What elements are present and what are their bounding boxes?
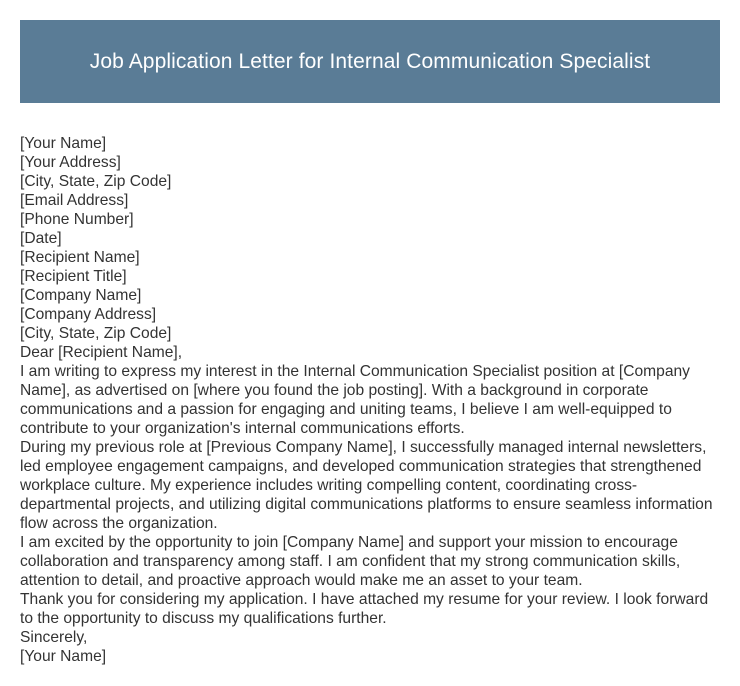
recipient-name: [Recipient Name] xyxy=(20,249,140,266)
sender-city-state-zip: [City, State, Zip Code] xyxy=(20,173,172,190)
title-banner xyxy=(20,20,720,103)
closing: Sincerely, xyxy=(20,629,88,646)
sender-name: [Your Name] xyxy=(20,135,107,152)
paragraph-experience: During my previous role at [Previous Company Name], I successfully managed internal newsletters, led employee engagement campaigns, and developed communication strategies that strengthened workplace culture. My experience includes writing compelling content, coordinating cross-departmental projects, and utilizing digital communications platforms to ensure seamless information flow across the organization. xyxy=(20,439,713,532)
letter-body xyxy=(20,134,725,666)
paragraph-closing: Thank you for considering my application. I have attached my resume for your review. I look forward to the opportunity to discuss my qualifications further. xyxy=(20,591,709,627)
page-title: Job Application Letter for Internal Communication Specialist xyxy=(89,49,651,73)
salutation: Dear [Recipient Name], xyxy=(20,344,183,361)
paragraph-motivation: I am excited by the opportunity to join [Company Name] and support your mission to encourage collaboration and transparency among staff. I am confident that my strong communication skills, attention to detail, and proactive approach would make me an asset to your team. xyxy=(20,534,681,589)
signature-name: [Your Name] xyxy=(20,648,107,665)
recipient-title: [Recipient Title] xyxy=(20,268,127,285)
sender-phone: [Phone Number] xyxy=(20,211,134,228)
company-address: [Company Address] xyxy=(20,306,157,323)
paragraph-introduction: I am writing to express my interest in the Internal Communication Specialist position at [Company Name], as advertised on [where you found the job posting]. With a background in corporate communications and a passion for engaging and uniting teams, I believe I am well-equipped to contribute to your organization's internal communications efforts. xyxy=(20,363,690,437)
company-city-state-zip: [City, State, Zip Code] xyxy=(20,325,172,342)
sender-address: [Your Address] xyxy=(20,154,121,171)
letter-date: [Date] xyxy=(20,230,62,247)
sender-email: [Email Address] xyxy=(20,192,129,209)
company-name: [Company Name] xyxy=(20,287,142,304)
